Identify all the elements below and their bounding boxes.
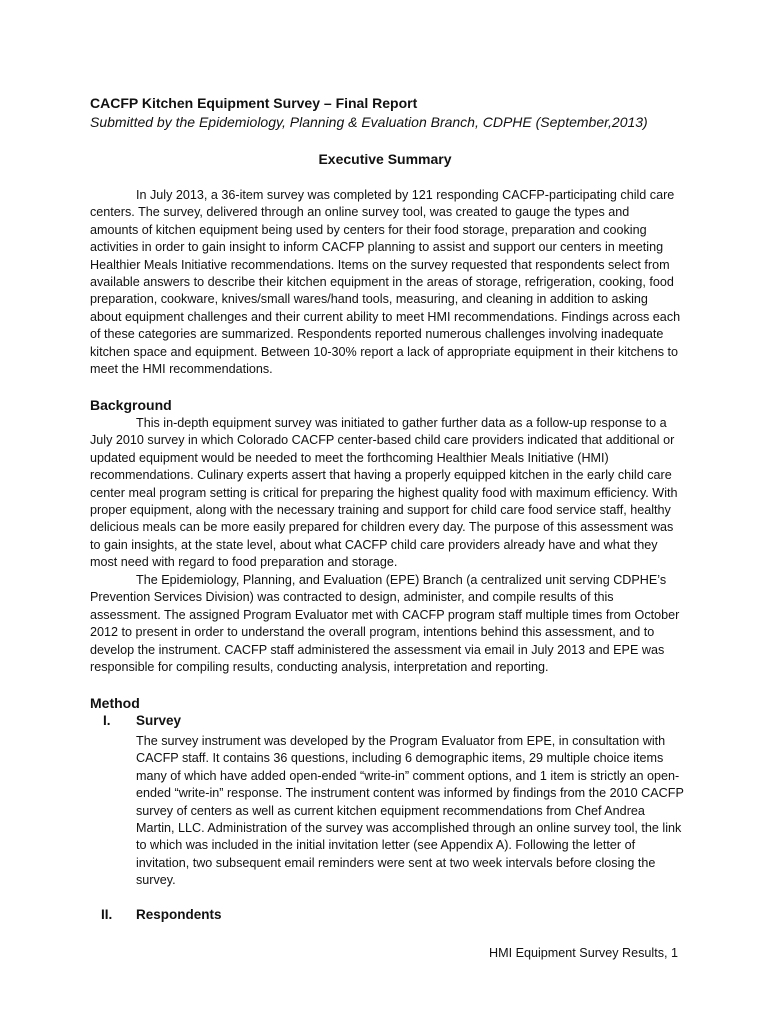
survey-section-title: Survey [136,713,182,728]
background-paragraph-1: This in-depth equipment survey was initiated to gather further data as a follow-up response to a July 2010 survey in which Colorado CACFP center-based child care providers indicated that additional or updated equipment would be needed to meet the forthcoming Healthier Meals Initiative (HMI) recommendations. Culinary experts assert that having a properly equipped kitchen in the early child care center meal program setting is critical for preparing the highest quality food with maximum efficiency. With proper equipment, along with the necessary training and support for child care food service staff, healthy delicious meals can be more easily prepared for children every day. The purpose of this assessment was to gain insights, at the state level, about what CACFP child care providers already have and what they most need with regard to food preparation and storage. [90,416,678,570]
method-heading: Method [90,695,140,711]
executive-summary-heading: Executive Summary [318,151,452,167]
background-paragraph-2: The Epidemiology, Planning, and Evaluation (EPE) Branch (a centralized unit serving CDPHE’s Prevention Services Division) was contracted to design, administer, and compile results of this assessment. The assigned Program Evaluator met with CACFP program staff multiple times from October 2012 to present in order to understand the overall program, intentions behind this assessment, and to develop the instrument. CACFP staff administered the assessment via email in July 2013 and EPE was responsible for compiling results, conducting analysis, interpretation and reporting. [90,573,680,675]
respondents-section-numeral: II. [101,907,113,922]
page-footer: HMI Equipment Survey Results, 1 [489,946,678,960]
survey-section-paragraph: The survey instrument was developed by the Program Evaluator from EPE, in consultation with CACFP staff. It contains 36 questions, including 6 demographic items, 29 multiple choice items many of which have added open-ended “write-in” comment options, and 1 item is strictly an open-ended “write-in” response. The instrument content was informed by findings from the 2010 CACFP survey of centers as well as current kitchen equipment recommendations from Chef Andrea Martin, LLC. Administration of the survey was accomplished through an online survey tool, the link to which was included in the initial invitation letter (see Appendix A). Following the letter of invitation, two subsequent email reminders were sent at two week intervals before closing the survey. [136,734,684,888]
survey-section-numeral: I. [103,713,111,728]
respondents-section-title: Respondents [136,907,222,922]
report-title: CACFP Kitchen Equipment Survey – Final Report [90,95,418,111]
report-subtitle: Submitted by the Epidemiology, Planning & Evaluation Branch, CDPHE (September,2013) [90,114,648,130]
executive-summary-paragraph: In July 2013, a 36-item survey was completed by 121 responding CACFP-participating child care centers. The survey, delivered through an online survey tool, was created to gauge the types and amounts of kitchen equipment being used by centers for their food storage, preparation and cooking activities in order to gain insight to inform CACFP planning to assist and support our centers in meeting Healthier Meals Initiative recommendations. Items on the survey requested that respondents select from available answers to describe their kitchen equipment in the areas of storage, refrigeration, cooking, food preparation, cookware, knives/small wares/hand tools, measuring, and cleaning in addition to asking about equipment challenges and their current ability to meet HMI recommendations. Findings across each of these categories are summarized. Respondents reported numerous challenges involving inadequate kitchen space and equipment. Between 10-30% report a lack of appropriate equipment in their kitchens to meet the HMI recommendations. [90,188,681,377]
background-heading: Background [90,397,172,413]
